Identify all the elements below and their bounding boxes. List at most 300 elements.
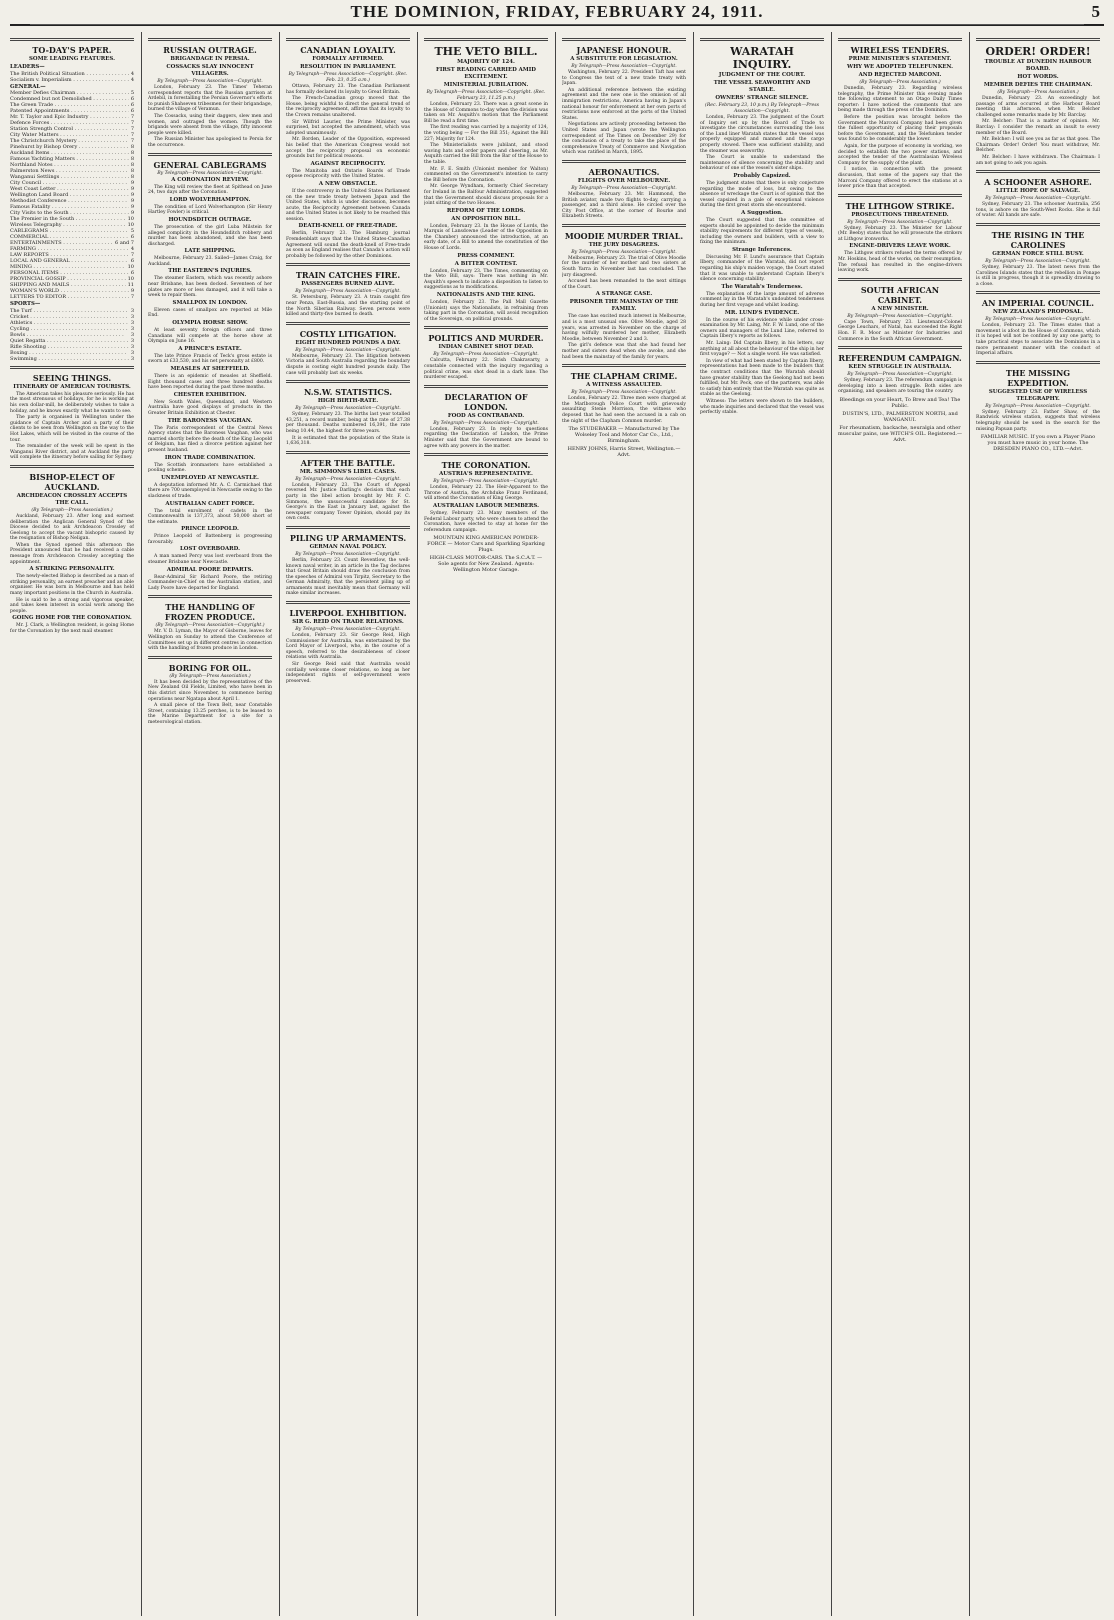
article-paragraph: Before the position was brought before the Government the Marconi Company had been given the fullest opportunity of placing their proposals before the Government, and the Telefunken tender was found to be considerably the lower. [838, 114, 962, 143]
article-paragraph: St. Petersburg, February 23. A train caught fire near Penza, East-Russia, and the starting point of the North Siberian Railway. Seven persons were killed and thirty-five burned to death. [286, 295, 410, 318]
index-entry-label: MINING . . . [10, 264, 126, 270]
index-group [10, 65, 134, 83]
index-entry [10, 356, 134, 362]
index-entry-page: 8 [130, 150, 134, 157]
article-subheading: LITTLE HOPE OF SALVAGE. [996, 188, 1080, 195]
index-entry-page: 11 [127, 282, 134, 289]
index-entry-label: Station Strength Control . . . [10, 126, 129, 132]
article-paragraph: London, February 23. The Court of Appeal reversed Mr. Justice Darling's decision that each party in the libel action brought by Mr. F. C. Simmons, the unsuccessful candidate for St. George's in the East in January last, against the newspaper company Tower Opinion, should pay its own costs. [286, 482, 410, 522]
index-entry-page: 10 [127, 222, 134, 229]
column-7 [838, 34, 962, 1614]
index-entry-label: City Water Matters . . . [10, 132, 129, 138]
article-headline: THE CORONATION. [441, 460, 531, 471]
article-credit: (By Telegraph—Press Association.) [859, 80, 941, 85]
article-subheading: NEW ZEALAND'S PROPOSAL. [993, 309, 1083, 316]
index-entry-label: Famous Fatality . . . [10, 204, 129, 210]
article-subheading: MR. SIMMONS'S LIBEL CASES. [299, 468, 397, 475]
article-credit: (By Telegraph—Press Association.) [997, 90, 1079, 95]
index-entry-page: 8 [130, 144, 134, 151]
article-credit: By Telegraph—Press Association—Copyright. [847, 219, 953, 225]
article-paragraph: It has been decided by the representatives of the New Zealand Oil Fields, Limited, who have been in this district since November, to commence boring operations near Ngatapa about April 1. [148, 679, 272, 702]
index-entry-page: 10 [127, 276, 134, 283]
article-subheading: TROUBLE AT DUNEDIN HARBOUR BOARD. [984, 59, 1092, 72]
advertisement: FAMILIAR MUSIC. If you own a Player Piano you must have music in your home. The DRESDEN PIANO CO., LTD.—Advt. [980, 434, 1096, 453]
article-subheading: COSSACKS SLAY INNOCENT VILLAGERS. [166, 64, 254, 77]
article-subheading: AND REJECTED MARCONI. [858, 72, 942, 78]
index-entry-label: Pinehurst by Bishop Orery . . . [10, 144, 129, 150]
index-entry [10, 294, 134, 300]
column-divider [141, 32, 142, 1616]
index-entry-label: The Premier in the South . . . [10, 216, 126, 222]
index-entry-page: 4 [130, 76, 134, 83]
article-headline: A SCHOONER ASHORE. [984, 177, 1092, 188]
index-entry-label: Methodist Conference . . . [10, 198, 129, 204]
article-credit: By Telegraph—Press Association—Copyright. [571, 390, 677, 396]
article-subheading: OLYMPIA HORSE SHOW. [172, 320, 248, 327]
article-paragraph: Melbourne, February 23. Sailed—James Craig, for Auckland. [148, 256, 272, 267]
index-entry-label: CABLEGRAMS . . . [10, 228, 129, 234]
article-subheading: A NEW OBSTACLE. [318, 180, 378, 187]
article-subheading: UNEMPLOYED AT NEWCASTLE. [161, 474, 259, 481]
index-group-title: LEADERS— [10, 64, 45, 70]
article-paragraph: Mr. V. D. Lyman, the Mayor of Gisborne, leaves for Wellington on Sunday to attend the Conference of Committees set up in different centres in connection with the handling of frozen produce in London. [148, 629, 272, 652]
article-paragraph: London, February 22. The Heir-Apparent to the Throne of Austria, the Archduke Franz Ferdinand, will attend the Coronation of King George. [424, 485, 548, 502]
article-subheading: ITINERARY OF AMERICAN TOURISTS. [13, 383, 131, 390]
article-paragraph: Ottawa, February 23. The Canadian Parliament has formally declared its loyalty to Great Britain. [286, 84, 410, 95]
article-paragraph: Eleven cases of smallpox are reported at Mile End. [148, 307, 272, 319]
index-entry-page: 9 [130, 198, 134, 205]
article-credit: By Telegraph—Press Association—Copyright. [295, 551, 401, 557]
article-headline: SOUTH AFRICAN CABINET. [860, 284, 940, 305]
article-subheading: A SUBSTITUTE FOR LEGISLATION. [570, 56, 678, 62]
article-paragraph: At least seventy foreign officers and three Canadians will compete at the horse show at Olympia on June 16. [148, 328, 272, 345]
article-credit: By Telegraph—Press Association—Copyright. [571, 249, 677, 255]
article-subheading: AUSTRIA'S REPRESENTATIVE. [439, 471, 533, 478]
article-headline: TO-DAY'S PAPER. [32, 45, 112, 55]
index-entry-page: 10 [127, 264, 134, 271]
article-headline: BISHOP-ELECT OF AUCKLAND. [29, 471, 115, 492]
article-subheading: A STRIKING PERSONALITY. [29, 566, 115, 573]
index-entry-page: 8 [130, 168, 134, 175]
article-subheading: GERMAN FORCE STILL BUSY. [992, 250, 1084, 257]
article-paragraph: Witness: The letters were shown to the builders, who made inquiries and declared that the vessel was perfectly stable. [700, 398, 824, 416]
index-entry-label: COMMERCIAL . . . [10, 234, 129, 240]
article-credit: By Telegraph—Press Association—Copyright. [433, 352, 539, 358]
article-credit: By Telegraph—Press Association—Copyright. (Rec. February 23, 11.25 p.m.) [426, 90, 546, 101]
article-subheading: A PRINCE'S ESTATE. [178, 345, 242, 352]
column-8 [976, 34, 1100, 1614]
index-entry-page: 8 [130, 156, 134, 163]
index-entry-label: SHIPPING AND MAILS . . . [10, 282, 126, 288]
article-paragraph: Berlin, February 23. Count Reventlow, the well-known naval writer, in an article in the Tag declares that Great Britain should draw the conclusion from the speeches of Admiral von Tirpitz, Secretary to the German Admiralty, that the persistent piling up of armaments must inevitably mean that Germany will make similar increases. [286, 557, 410, 597]
article-paragraph: The girl's defence was that she had found her mother and sisters dead when she awoke, and she had been the mainstay of the family for years. [562, 343, 686, 360]
article-headline: REFERENDUM CAMPAIGN. [838, 353, 962, 364]
index-entry-page: 7 [130, 114, 134, 121]
article-subheading: FORMALLY AFFIRMED. [312, 56, 384, 62]
index-entry-page: 5 [130, 228, 134, 235]
article-credit: By Telegraph—Press Association—Copyright. [295, 347, 401, 353]
index-entry-page: 9 [130, 192, 134, 199]
index-entry-page: 3 [130, 313, 134, 320]
page-number: 5 [1091, 2, 1100, 21]
article-paragraph: Mr. Belcher: I will see you as far as that goes. The Chairman: Order! Order! You must withdraw, Mr. Belcher. [976, 137, 1100, 154]
article-subheading: HOUNDSDITCH OUTRAGE. [168, 216, 252, 223]
article-credit: (By Telegraph—Press Association.) [31, 507, 113, 513]
article-subheading: LORD WOLVERHAMPTON. [169, 196, 251, 203]
article-subheading: THE BARONESS VAUGHAN. [167, 417, 253, 424]
article-paragraph: Washington, February 22. President Taft has sent to Congress the text of a new trade treaty with Japan. [562, 70, 686, 87]
index-entry-label: City Visits to the South . . . [10, 210, 129, 216]
masthead [10, 2, 1104, 26]
article-subheading: INDIAN CABINET SHOT DEAD. [438, 344, 534, 351]
article-paragraph: London, February 23. There was a great scene in the House of Commons to-day when the division was taken on Mr. Asquith's motion that the Parliament Bill be read a first time. [424, 102, 548, 124]
article-credit: By Telegraph—Press Association—Copyright. [847, 372, 953, 378]
index-entry-page: 4 [130, 246, 134, 253]
article-paragraph: The steamer Eastern, which was recently ashore near Brisbane, has been docked. Seventeen of her plates are more or less damaged, and it will take a week to repair them. [148, 276, 272, 299]
advertisement: HENRY JOHNS, Harris Street, Wellington.—Advt. [567, 446, 681, 459]
article-paragraph: The Ministerialists were jubilant, and stood waving hats and order papers and cheering, as Mr. Asquith carried the Bill from the Bar of the House to the table. [424, 143, 548, 165]
index-entry-page: 9 [130, 180, 134, 187]
index-entry-label: FARMING . . . [10, 246, 129, 252]
index-entry-label: Northland Notes . . . [10, 162, 129, 168]
article-paragraph: Sydney, February 23. The referendum campaign is developing into a keen struggle. Both sides are organising, and speakers are touring the country. [838, 378, 962, 395]
index-entry-label: Boxing . . . [10, 350, 129, 356]
article-subheading: THE JURY DISAGREES. [588, 241, 660, 248]
index-entry-page: 3 [130, 343, 134, 350]
column-divider [417, 32, 418, 1616]
index-group [10, 85, 134, 229]
index-entry-label: Athletics . . . [10, 320, 129, 326]
article-headline: SEEING THINGS. [32, 372, 112, 383]
article-subheading: BRIGANDAGE IN PERSIA. [170, 56, 250, 62]
column-divider [693, 32, 694, 1616]
index-entry [10, 77, 134, 83]
article-headline: THE RISING IN THE CAROLINES [991, 229, 1085, 250]
column-divider [831, 32, 832, 1616]
column-5 [562, 34, 686, 1614]
article-credit: (By Telegraph—Press Association—Copyright.) [155, 623, 265, 629]
article-paragraph: Melbourne, February 23. The trial of Olive Moodie for the murder of her mother and two sisters at South Yarra in November last has concluded. The jury disagreed. [562, 255, 686, 278]
article-paragraph: New South Wales, Queensland, and Western Australia have good displays of products in the Greater Britain Exhibition at Chester. [148, 399, 272, 416]
article-credit: By Telegraph—Press Association—Copyright. [295, 406, 401, 412]
article-subheading: OWNERS' STRANGE SILENCE. [715, 95, 809, 101]
article-paragraph: Sydney, February 23. Many members of the Federal Labour party, who were chosen to attend the Coronation, have elected to stay at home for the referendum campaign. [424, 510, 548, 533]
article-subheading: SIR G. REID ON TRADE RELATIONS. [292, 619, 404, 626]
column-2 [148, 34, 272, 1614]
index-entry-page: 3 [130, 319, 134, 326]
article-headline: POLITICS AND MURDER. [428, 333, 544, 344]
index-entry-label: The British Political Situation . . . [10, 71, 129, 77]
index-entry-label: Member Defies Chairman . . . [10, 90, 129, 96]
article-paragraph: Auckland, February 23. After long and earnest deliberation the Anglican General Synod of the Diocese decided to ask Archdeacon Crossley of Geelong to accept the vacant bishopric caused by the resignation of Bishop Neligan. [10, 513, 134, 542]
index-entry-page: 9 [130, 210, 134, 217]
index-entry-page: 3 [130, 307, 134, 314]
article-paragraph: Sydney, February 23. The schooner Australia, 256 tons, is ashore on the South-West Rocks. She is full of water. All hands are safe. [976, 202, 1100, 219]
article-subheading: A WITNESS ASSAULTED. [586, 382, 662, 389]
article-subheading: LATE SHIPPING. [184, 248, 236, 255]
article-paragraph: The Lithgow strikers refused the terms offered by Mr. Hoskins, head of the works, on their resumption. The refusal has resulted in the engine-drivers leaving work. [838, 251, 962, 274]
article-credit: By Telegraph—Press Association—Copyright. [847, 313, 953, 319]
article-paragraph: Sydney, February 23. The Minister for Labour (Mr. Beeby) states that he will prosecute the strikers at Lithgow ironworks. [838, 225, 962, 242]
article-headline: JAPANESE HONOUR. [576, 45, 672, 55]
article-paragraph: Dunedin, February 23. Regarding wireless telegraphy, the Prime Minister this evening made the following statement to an Otago Daily Times reporter: I have noticed the comments that are being made through the press of the Dominion. [838, 86, 962, 114]
article-paragraph: The first reading was carried by a majority of 124, the voting being — For the Bill 351; Against the Bill 227; Majority for 124. [424, 125, 548, 142]
index-entry-label: Rifle Shooting . . . [10, 344, 129, 350]
article-paragraph: London, February 23. The Times, commenting on the Veto Bill, says: There was nothing in Mr. Asquith's speech to indicate a disposition to listen to suggestions as to modifications. [424, 268, 548, 291]
article-subheading: SOME LEADING FEATURES. [29, 56, 115, 62]
article-paragraph: Prince Leopold of Battenberg is progressing favourably. [148, 534, 272, 545]
article-paragraph: The Court is unable to understand the maintenance of silence concerning the stability and behaviour of one of the vessel's sister ships. [700, 155, 824, 172]
article-headline: THE HANDLING OF FROZEN PRODUCE. [164, 602, 256, 623]
index-entry-label: Condemned but not Demolished . . . [10, 96, 129, 102]
index-entry-page: 6 [130, 102, 134, 109]
article-paragraph: Mr. Laing: Did Captain Ilbery, in his letters, say anything at all about the behaviour of the ship in her first voyage? — Not a single word. He was satisfied. [700, 341, 824, 358]
article-subheading: CHESTER EXHIBITION. [173, 391, 247, 398]
index-entry-page: 8 [130, 174, 134, 181]
article-paragraph: Mr. J. Clark, a Wellington resident, is going Home for the Coronation by the next mail steamer. [10, 623, 134, 634]
index-entry-label: Palmerston News . . . [10, 168, 129, 174]
article-subheading: THE EASTERN'S INJURIES. [168, 268, 252, 275]
article-paragraph: The newly-elected Bishop is described as a man of striking personality, an earnest preacher and an able organiser. He was born in Melbourne and has held many important positions in the Church in Australia. [10, 574, 134, 597]
article-headline: LIVERPOOL EXHIBITION. [289, 608, 407, 619]
article-subheading: HIGH BIRTH-RATE. [317, 398, 379, 405]
article-paragraph: The King will review the fleet at Spithead on June 24, two days after the Coronation. [148, 184, 272, 196]
index-entry-label: Cricket . . . [10, 314, 129, 320]
index-entry-label: West Coast Letter . . . [10, 186, 129, 192]
article-subheading: MEMBER DEFIES THE CHAIRMAN. [983, 82, 1093, 88]
article-subheading: GOING HOME FOR THE CORONATION. [12, 615, 132, 622]
article-paragraph: Accused has been remanded to the next sittings of the Court. [562, 279, 686, 290]
article-headline: THE MISSING EXPEDITION. [1005, 367, 1071, 388]
article-paragraph: Mr. Belcher: I have withdrawn. The Chairman: I am not going to ask you again. [976, 154, 1100, 166]
index-group-title: SPORTS— [10, 301, 41, 308]
article-subheading: A NEW MINISTER. [871, 305, 929, 312]
article-paragraph: Calcutta, February 22. Srish Chakravarty, a constable connected with the inquiry regarding a political crime, was shot dead in a dark lane. The murderer escaped. [424, 358, 548, 381]
index-entry-page: 3 [130, 349, 134, 356]
index-entry-label: Mr. T. Taylor and Epic Industry . . . [10, 114, 129, 120]
article-headline: AFTER THE BATTLE. [300, 457, 396, 468]
article-subheading: ARCHDEACON CROSSLEY ACCEPTS THE CALL. [16, 492, 128, 506]
article-subheading: PASSENGERS BURNED ALIVE. [301, 281, 395, 288]
article-subheading: ADMIRAL POORE DEPARTS. [166, 566, 254, 573]
article-credit: By Telegraph—Press Association—Copyright. [571, 64, 677, 69]
article-subheading: PRISONER THE MAINSTAY OF THE FAMILY. [569, 299, 679, 313]
article-credit: (Rec. February 23, 10 p.m.) By Telegraph—Press Association—Copyright. [705, 103, 819, 114]
index-entry-page: 5 [130, 90, 134, 97]
index-entry-page: 6 [130, 234, 134, 241]
index-entry-label: Wellington Land Board . . . [10, 192, 129, 198]
article-paragraph: The Russian Minister has apologised to Persia for the occurrence. [148, 137, 272, 148]
index-entry-label: Bowls . . . [10, 332, 129, 338]
advertisement: Bleedings on your Heart, To Brew and Tea! The Public. [839, 397, 961, 409]
advertisement: DUSTIN'S, LTD., PALMERSTON NORTH, and WANGANUI. [842, 411, 958, 423]
index-entry-page: 7 [130, 132, 134, 139]
article-headline: AN IMPERIAL COUNCIL. [981, 298, 1095, 309]
article-credit: By Telegraph—Press Association—Copyright. [157, 170, 263, 176]
article-paragraph: Sir George Reid said that Australia would cordially welcome closer relations, so long as her independent rights of self-government were preserved. [286, 662, 410, 684]
article-headline: THE LITHGOW STRIKE. [845, 200, 955, 211]
article-subheading: SUGGESTED USE OF WIRELESS TELEGRAPHY. [988, 388, 1088, 402]
article-paragraph: It is estimated that the population of the State is 1,636,318. [286, 435, 410, 447]
index-entry-page: 7 [130, 120, 134, 127]
article-subheading: MAJORITY OF 124. [457, 59, 515, 65]
index-entry-label: LETTERS TO EDITOR . . . [10, 294, 129, 300]
index-entry-page: 6 [130, 108, 134, 115]
article-subheading: A Suggestion. [741, 209, 783, 216]
article-headline: WARATAH INQUIRY. [730, 45, 794, 71]
advertisement: MOUNTAIN KING AMERICAN POWDER-FORCE — Motor Cars and Sparkling Sparking Plugs. [427, 535, 545, 554]
article-paragraph: London, February 23. The Times' Teheran correspondent reports that the Russian garrison at Ardebil, in forestalling the Persian Governor's efforts to punish Shahseven tribesmen for their brigandage, burned the village of Veramun. [148, 85, 272, 113]
index-entry-page: 3 [130, 331, 134, 338]
article-paragraph: The judgment states that there is only conjecture regarding the mode of loss, but owing to the absence of wreckage the Court is of opinion that the vessel capsized in a gale of exceptional violence during the first great storm she encountered. [700, 180, 824, 209]
column-3 [286, 34, 410, 1614]
article-subheading: EIGHT HUNDRED POUNDS A DAY. [295, 339, 401, 346]
article-credit: By Telegraph—Press Association—Copyright. [571, 185, 677, 191]
article-headline: PILING UP ARMAMENTS. [289, 532, 407, 543]
article-paragraph: Mr. Belcher: That is a matter of opinion. Mr. Barclay: I consider the remark an insult to every member of the Board. [976, 119, 1100, 136]
article-paragraph: When the Synod opened this afternoon the President announced that he had received a cable message from Archdeacon Crossley accepting the appointment. [10, 542, 134, 565]
article-subheading: PROSECUTIONS THREATENED. [851, 211, 949, 218]
article-paragraph: Negotiations are actively proceeding between the United States and Japan (wrote the Wellington correspondent of The Times on December 29) for the conclusion of a treaty to take the place of the comprehensive Treaty of Commerce and Navigation which was ratified in March, 1895. [562, 122, 686, 156]
article-paragraph: The Paris correspondent of the Central News Agency states that the Baroness Vaughan, who was married shortly before the death of the King Leopold of Belgium, has filed a divorce petition against her present husband. [148, 425, 272, 453]
article-subheading: JUDGMENT OF THE COURT. [718, 72, 806, 78]
article-subheading: GERMAN NAVAL POLICY. [309, 543, 387, 550]
index-entry-label: LOCAL AND GENERAL . . . [10, 258, 129, 264]
article-paragraph: London, February 22. Three men were charged at the Marlborough Police Court with grievously assaulting Stenie Morrison, the witness who deposed that he had seen the accused in a cab on the night of the Clapham Common murder. [562, 396, 686, 424]
masthead-rule [30, 24, 1084, 26]
index-entry-label: Patented Appointments . . . [10, 108, 129, 114]
article-subheading: FIRST READING CARRIED AMID EXCITEMENT. [436, 67, 536, 80]
index-entry-page: 6 [130, 270, 134, 277]
article-paragraph: Berlin, February 23. The Hamburg journal Fremdenblatt says that the United States-Canadian Agreement will sound the death-knell of Free-trade as soon as England realises that Canada's action will probably be followed by the other Dominions. [286, 231, 410, 259]
article-paragraph: London, February 23. The judgment of the Court of Inquiry set up by the Board of Trade to investigate the circumstances surrounding the loss of the Lund liner Waratah states that the vessel was properly equipped and manned and the cargo properly stowed. There was sufficient stability, and the steamer was seaworthy. [700, 115, 824, 154]
article-subheading: IRON TRADE COMBINATION. [164, 454, 256, 461]
article-subheading: PRIME MINISTER'S STATEMENT. [848, 56, 952, 62]
article-paragraph: Again, for the purpose of economy in working, we decided to establish the two power stations, and accepted the tender of the Australasian Wireless Company for the supply of the plant. [838, 143, 962, 166]
article-paragraph: The party is organised in Wellington under the guidance of Captain Archer and a party of their clients to be seen from Wellington on the way to the Hot Lakes, which will be visited in the course of the tour. [10, 415, 134, 443]
index-entry-label: WOMAN'S WORLD . . . [10, 288, 129, 294]
advertisement: The STUDEBAKER — Manufactured by The Wolseley Tool and Motor Car Co., Ltd., Birmingham. [568, 426, 680, 445]
index-entry-label: City Council . . . [10, 180, 129, 186]
article-paragraph: A deputation informed Mr. A. C. Carmichael that there are 700 unemployed in Newcastle owing to the slackness of trade. [148, 482, 272, 499]
index-entry-page: 6 [130, 96, 134, 103]
index-entry-page: 6 and 7 [115, 240, 134, 247]
article-subheading: FOOD AS CONTRABAND. [447, 412, 525, 419]
article-paragraph: If the controversy in the United States Parliament on the new trade treaty between Japan and the United States, which is under discussion, becomes acute, the Reciprocity Agreement between Canada and the United States is not likely to be reached this session. [286, 188, 410, 222]
article-paragraph: Sydney, February 23. The latest news from the Carolines Islands states that the rebellion in Ponape is still in progress, though it is spreadily drawing to a close. [976, 264, 1100, 287]
index-entry-label: Auckland Items . . . [10, 150, 129, 156]
article-paragraph: The explanation of the large amount of adverse comment lay in the Waratah's undoubted tenderness during her first voyage and whilst loading. [700, 291, 824, 309]
article-paragraph: London, February 23. The Times states that a movement is afoot in the House of Commons, which it is hoped will not be confined by any one party, to take practical steps to associate the Dominions in a more permanent manner with the conduct of Imperial affairs. [976, 323, 1100, 357]
article-subheading: Probably Capsized. [733, 172, 791, 179]
article-subheading: KEEN STRUGGLE IN AUSTRALIA. [848, 364, 952, 371]
article-headline: THE CLAPHAM CRIME. [570, 371, 678, 382]
article-credit: By Telegraph—Press Association—Copyright. [985, 196, 1091, 202]
article-headline: WIRELESS TENDERS. [850, 45, 950, 55]
article-subheading: MEASLES AT SHEFFIELD. [170, 366, 250, 372]
article-paragraph: In view of what had been stated by Captain Ilbery, representations had been made to the builders that the contract conditions that the Waratah should have greater stability than the Geelong had not been fulfilled, but Mr. Peck, one of the partners, was able to satisfy him entirely that the Waratah was quite as stable as the Geelong. [700, 358, 824, 398]
article-credit: By Telegraph—Press Association—Copyright. [433, 420, 539, 426]
article-subheading: LOST OVERBOARD. [179, 546, 240, 553]
advertisement: For rheumatism, backache, neuralgia and other muscular pains, use WITCH'S OIL. Registered.—Advt. [838, 425, 962, 443]
article-headline: COSTLY LITIGATION. [299, 328, 397, 339]
column-1 [10, 34, 134, 1614]
index-entry-page: 9 [130, 288, 134, 295]
column-divider [555, 32, 556, 1616]
index-entry-page: 7 [130, 294, 134, 301]
article-subheading: MINISTERIAL JUBILATION. [443, 82, 529, 88]
masthead-title: THE DOMINION, FRIDAY, FEBRUARY 24, 1911. [350, 2, 764, 21]
article-paragraph: An additional reference between the existing agreement and the new one is the omission of all immigration restrictions, America having in Japan's national honour for enforcement at her own ports of restrictions now enforced at the ports of the United States. [562, 87, 686, 121]
article-paragraph: Cape Town, February 23. Lieutenant-Colonel George Leuchars, of Natal, has succeeded the Right Hon. F. R. Moor as Minister for Industries and Commerce in the South African Government. [838, 319, 962, 342]
article-paragraph: Sir Wilfrid Laurier, the Prime Minister, was surprised, but accepted the amendment, which was adopted unanimously. [286, 119, 410, 136]
article-subheading: AUSTRALIAN CADET FORCE. [165, 500, 255, 507]
article-paragraph: Melbourne, February 23. Mr. Hammond, the British aviator, made two flights to-day, carrying a passenger, and a third alone. He circled over the City Post Office, at the corner of Bourke and Elizabeth Streets. [562, 191, 686, 220]
article-paragraph: There is an epidemic of measles at Sheffield. Eight thousand cases and three hundred deaths have been reported during the past three months. [148, 374, 272, 391]
article-headline: AERONAUTICS. [588, 166, 660, 177]
article-headline: DECLARATION OF LONDON. [444, 391, 528, 412]
article-paragraph: The total enrolment of cadets in the Commonwealth is 137,373, about 50,000 short of the estimate. [148, 508, 272, 525]
article-headline: TRAIN CATCHES FIRE. [295, 270, 401, 281]
article-paragraph: He is said to be a strong and vigorous speaker, and takes keen interest in social work among the people. [10, 597, 134, 614]
article-subheading: PRINCE LEOPOLD. [181, 526, 239, 533]
column-6 [700, 34, 824, 1614]
article-credit: By Telegraph—Press Association—Copyright. (Rec. Feb. 23, 0.35 a.m.) [288, 72, 408, 83]
article-credit: By Telegraph—Press Association—Copyright. [433, 479, 539, 485]
article-paragraph: The Cossacks, using their daggers, slew men and women, and outraged the women. Though the brigands were absent from the village, fifty innocent people were killed. [148, 113, 272, 136]
article-subheading: THE VESSEL SEAWORTHY AND STABLE. [713, 80, 811, 93]
article-paragraph: The condition of Lord Wolverhampton (Sir Henry Hartley Fowler) is critical. [148, 204, 272, 216]
article-paragraph: A small piece of the Town Belt, near Constable Street, containing 13.25 perches, is to be leased to the Marine Department for a site for a meteorological station. [148, 703, 272, 725]
article-credit: By Telegraph—Press Association—Copyright. [295, 627, 401, 633]
article-headline: ORDER! ORDER! [985, 45, 1091, 58]
article-paragraph: London, February 23. Sir George Reid, High Commissioner for Australia, was entertained by the Lord Mayor of Liverpool, who, in the course of a speech, referred to the desirableness of closer relations with Australia. [286, 633, 410, 661]
article-subheading: A BITTER CONTEST. [454, 260, 518, 267]
index-entry-page: 9 [130, 204, 134, 211]
article-subheading: AGAINST RECIPROCITY. [310, 160, 386, 167]
article-subheading: HOT WORDS. [1017, 74, 1059, 80]
index-entry-page: 6 [130, 258, 134, 265]
article-subheading: SMALLPOX IN LONDON. [172, 299, 248, 306]
article-paragraph: Rear-Admiral Sir Richard Poore, the retiring Commander-in-Chief on the Australian station, and Lady Poore have departed for England. [148, 574, 272, 591]
index-group [10, 302, 134, 362]
article-headline: THE VETO BILL. [434, 45, 538, 58]
article-paragraph: The American takes his pleasure seriously. He has the most strenuous of holidays, for he is working at his own dollar-mill, he deliberately wishes to take a holiday, and he knows exactly what he wants to see. [10, 391, 134, 414]
index-entry-label: The Turf . . . [10, 308, 129, 314]
article-paragraph: London, February 23. The Pall Mall Gazette (Unionist) says the Nationalists, in refraining from taking part in the Coronation, will avoid recognition of the Sovereign, on political grounds. [424, 300, 548, 322]
index-entry-page: 4 [130, 70, 134, 77]
index-entry-label: The Green Trade . . . [10, 102, 129, 108]
article-headline: MOODIE MURDER TRIAL. [564, 230, 684, 241]
article-credit: By Telegraph—Press Association—Copyright. [157, 79, 263, 84]
article-subheading: RESOLUTION IN PARLIAMENT. [300, 64, 396, 70]
article-paragraph: Mr. George Wyndham, formerly Chief Secretary for Ireland in the Balfour Administration, suggested that the Government should discuss proposals for a joint sitting of the two Houses. [424, 184, 548, 207]
article-subheading: AUSTRALIAN LABOUR MEMBERS. [433, 502, 539, 509]
article-paragraph: The Scottish ironmasters have established a pooling scheme. [148, 462, 272, 474]
article-credit: By Telegraph—Press Association—Copyright. [985, 317, 1091, 323]
article-subheading: PRESS COMMENT. [457, 252, 515, 259]
article-headline: CANADIAN LOYALTY. [300, 45, 396, 55]
column-divider [969, 32, 970, 1616]
article-subheading: The Waratah's Tenderness. [721, 283, 803, 290]
article-subheading: A STRANGE CASE. [595, 291, 653, 298]
article-subheading: DEATH-KNELL OF FREE-TRADE. [298, 223, 398, 230]
article-paragraph: A man named Percy was lost overboard from the steamer Brisbane near Newcastle. [148, 554, 272, 566]
article-credit: By Telegraph—Press Association—Copyright. [295, 289, 401, 295]
index-entry-label: ENTERTAINMENTS . . . [10, 240, 113, 246]
index-entry-page: 7 [130, 126, 134, 133]
index-entry-label: Socialism v. Imperialism . . . [10, 77, 129, 83]
